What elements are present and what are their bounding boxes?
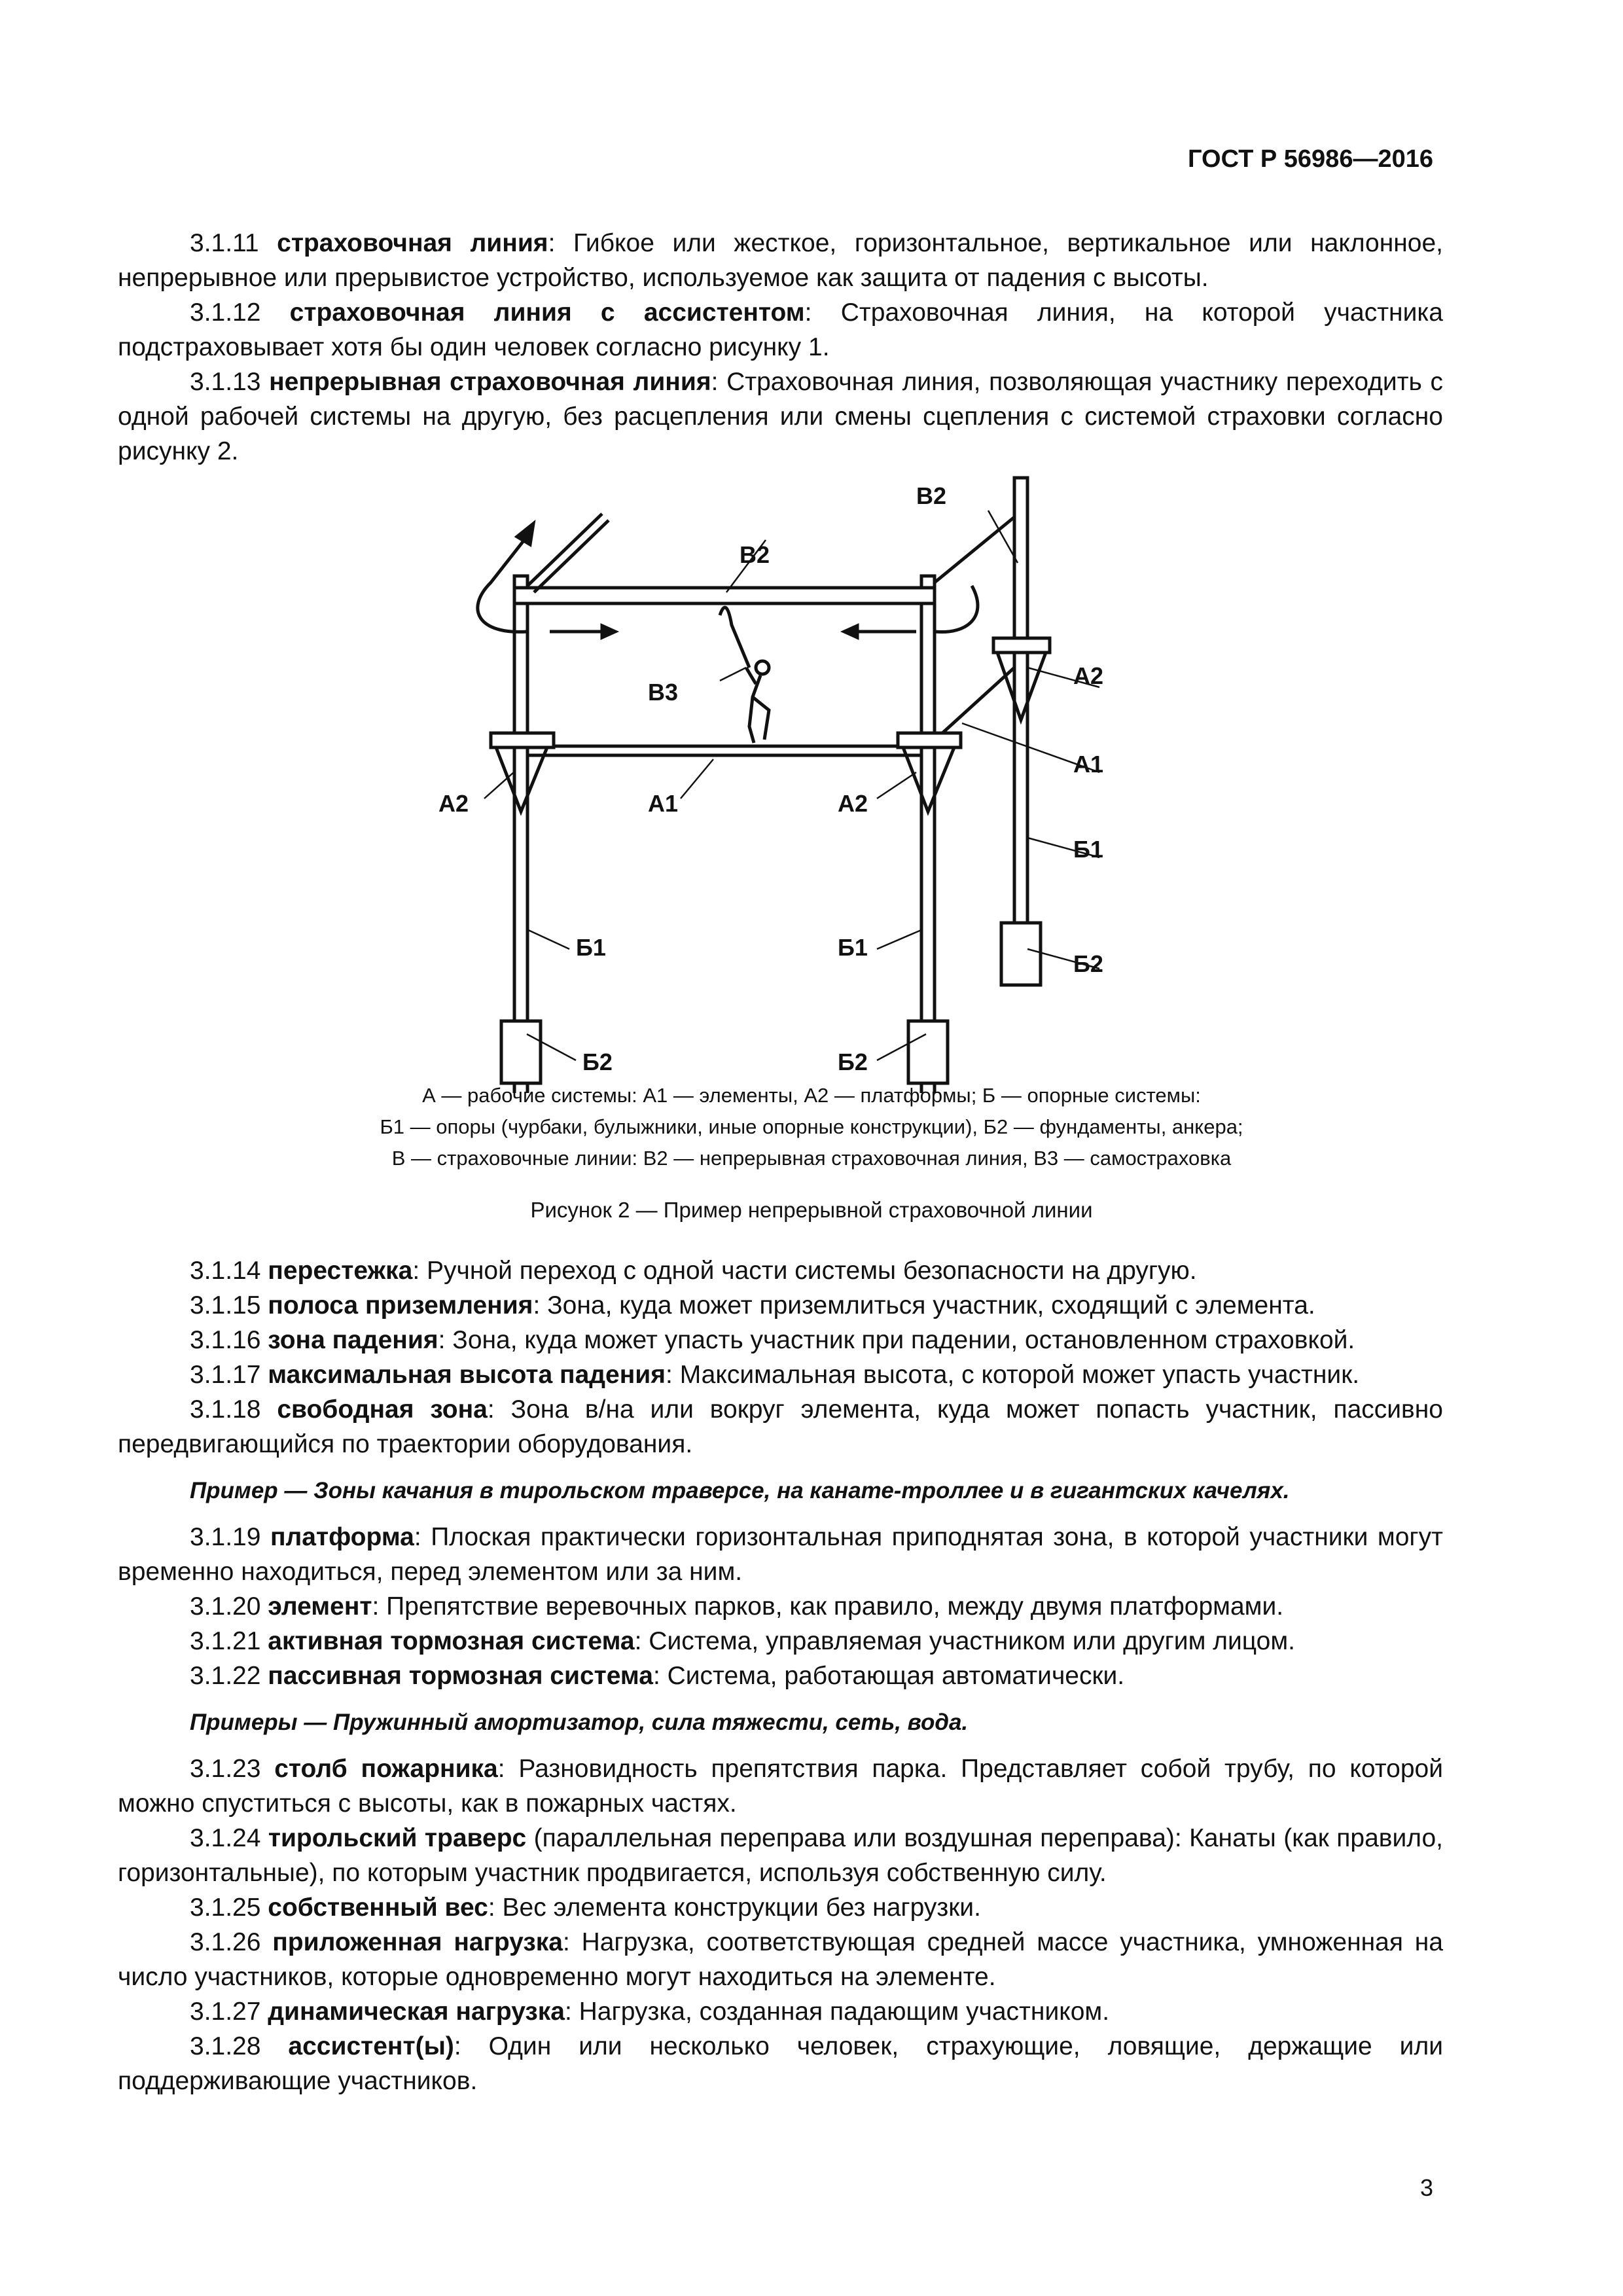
- definition-3-1-26: 3.1.26 приложенная нагрузка: Нагрузка, соответствующая средней массе участника, умноженная на число участников, которые одновременно могут находиться на элементе.: [118, 1928, 1444, 1991]
- right-platform: [993, 638, 1050, 653]
- left-footing: [501, 1021, 541, 1083]
- example-brake-systems: Примеры — Пружинный амортизатор, сила тяжести, сеть, вода.: [190, 1710, 969, 1735]
- self-belay-line: [720, 607, 749, 668]
- definition-3-1-15: 3.1.15 полоса приземления: Зона, куда может приземлиться участник, сходящий с элемента.: [190, 1291, 1315, 1319]
- definition-3-1-21: 3.1.21 активная тормозная система: Система, управляемая участником или другим лицом.: [190, 1627, 1296, 1655]
- definitions-top: [118, 226, 1443, 469]
- middle-platform: [898, 733, 961, 747]
- document-header: ГОСТ Р 56986—2016: [1188, 145, 1433, 173]
- middle-footing: [908, 1021, 948, 1083]
- definition-3-1-19: 3.1.19 платформа: Плоская практически горизонтальная приподнятая зона, в которой участники могут временно находиться, перед элементом или за ним.: [118, 1523, 1443, 1586]
- label-b1-mid: Б1: [838, 934, 868, 961]
- label-b1-right: Б1: [1073, 836, 1103, 863]
- legend-line: А — рабочие системы: А1 — элементы, А2 — платформы; Б — опорные системы:: [422, 1084, 1201, 1107]
- figure-legend: [196, 1080, 1427, 1174]
- label-a2-mid: А2: [838, 790, 868, 817]
- definition-3-1-16: 3.1.16 зона падения: Зона, куда может упасть участник при падении, остановленном страховкой.: [190, 1326, 1355, 1354]
- left-post: [514, 576, 527, 1093]
- label-a2-right: А2: [1073, 662, 1104, 689]
- participant-figure: [756, 661, 769, 674]
- diagonal-a1: [942, 668, 1014, 733]
- figure-continuous-safety-line: [419, 471, 1152, 1093]
- definition-3-1-13: 3.1.13 непрерывная страховочная линия: Страховочная линия, позволяющая участнику переходить с одной рабочей системы на другую, без расцепления или смены сцепления с системой страховки согласно рисунку 2.: [118, 368, 1444, 465]
- middle-post: [921, 576, 935, 1093]
- label-a2-left: А2: [438, 790, 469, 817]
- legend-line: В — страховочные линии: В2 — непрерывная страховочная линия, В3 — самостраховка: [391, 1147, 1232, 1170]
- label-b1-left: Б1: [576, 934, 606, 961]
- label-v3: В3: [648, 679, 679, 706]
- definition-3-1-27: 3.1.27 динамическая нагрузка: Нагрузка, созданная падающим участником.: [190, 1998, 1110, 2026]
- page-number: 3: [1419, 2174, 1433, 2201]
- label-b2-right: Б2: [1073, 950, 1103, 977]
- left-diagonal-line: [527, 514, 602, 586]
- definition-3-1-24: 3.1.24 тирольский траверс (параллельная переправа или воздушная переправа): Канаты (как правило, горизонтальные), по которым участник продвигается, используя собственную силу.: [118, 1824, 1443, 1887]
- label-b2-left: Б2: [582, 1049, 613, 1075]
- label-a1-mid: А1: [648, 790, 679, 817]
- legend-line: Б1 — опоры (чурбаки, булыжники, иные опорные конструкции), Б2 — фундаменты, анкера;: [380, 1115, 1243, 1138]
- definition-3-1-12: 3.1.12 страховочная линия с ассистентом: Страховочная линия, на которой участника подстраховывает хотя бы один человек согласно рисунку 1.: [118, 298, 1443, 361]
- definition-3-1-22: 3.1.22 пассивная тормозная система: Система, работающая автоматически.: [190, 1662, 1125, 1690]
- figure-caption: Рисунок 2 — Пример непрерывной страховочной линии: [530, 1198, 1093, 1222]
- definition-3-1-11: 3.1.11 страховочная линия: Гибкое или жесткое, горизонтальное, вертикальное или наклонное, непрерывное или прерывистое устройство, используемое как защита от падения с высоты.: [118, 229, 1443, 292]
- definition-3-1-17: 3.1.17 максимальная высота падения: Максимальная высота, с которой может упасть участник.: [190, 1361, 1360, 1389]
- definitions-bottom: [118, 1253, 1443, 2098]
- diagonal-safety-line: [935, 517, 1014, 583]
- definition-3-1-18: 3.1.18 свободная зона: Зона в/на или вокруг элемента, куда может попасть участник, пассивно передвигающийся по траектории оборудования.: [118, 1395, 1443, 1458]
- label-a1-right: А1: [1073, 751, 1104, 778]
- definition-3-1-28: 3.1.28 ассистент(ы): Один или несколько человек, страхующие, ловящие, держащие или поддерживающие участников.: [118, 2032, 1443, 2095]
- definition-3-1-25: 3.1.25 собственный вес: Вес элемента конструкции без нагрузки.: [190, 1893, 981, 1922]
- example-swing-zones: Пример — Зоны качания в тирольском траверсе, на канате-троллее и в гигантских качелях.: [190, 1478, 1290, 1503]
- right-footing: [1001, 923, 1041, 985]
- element-a1: [527, 746, 921, 755]
- label-b2-mid: Б2: [838, 1049, 868, 1075]
- top-beam: [514, 588, 935, 603]
- definition-3-1-20: 3.1.20 элемент: Препятствие веревочных парков, как правило, между двумя платформами.: [190, 1592, 1284, 1621]
- definition-3-1-23: 3.1.23 столб пожарника: Разновидность препятствия парка. Представляет собой трубу, по которой можно спуститься с высоты, как в пожарных частях.: [118, 1755, 1444, 1818]
- label-v2-top: В2: [916, 482, 947, 509]
- definition-3-1-14: 3.1.14 перестежка: Ручной переход с одной части системы безопасности на другую.: [190, 1257, 1197, 1285]
- left-platform: [491, 733, 554, 747]
- label-v2-mid: В2: [740, 541, 770, 568]
